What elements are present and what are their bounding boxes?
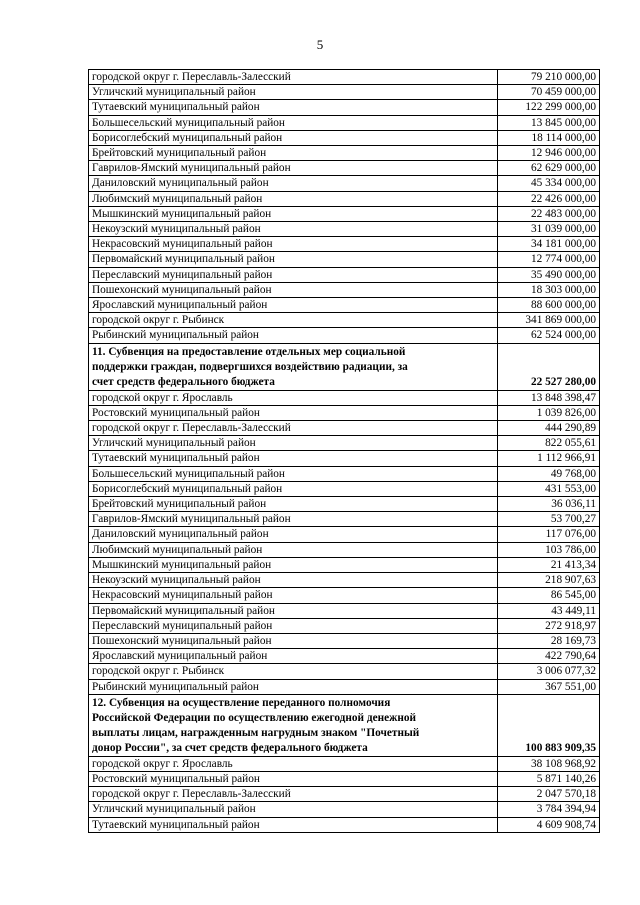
amount-value: 422 790,64 <box>498 649 600 664</box>
amount-value: 34 181 000,00 <box>498 237 600 252</box>
table-row <box>89 603 600 618</box>
municipality-name: Рыбинский муниципальный район <box>89 328 498 343</box>
municipality-name: Гаврилов-Ямский муниципальный район <box>89 161 498 176</box>
municipality-name: Большесельский муниципальный район <box>89 115 498 130</box>
table-row <box>89 649 600 664</box>
municipality-name: Некрасовский муниципальный район <box>89 588 498 603</box>
amount-value: 18 303 000,00 <box>498 282 600 297</box>
table-row <box>89 664 600 679</box>
section-title-line: выплаты лицам, награжденным нагрудным знаком "Почетный <box>92 726 420 739</box>
amount-value: 117 076,00 <box>498 527 600 542</box>
amount-value: 86 545,00 <box>498 588 600 603</box>
municipality-name: Тутаевский муниципальный район <box>89 817 498 832</box>
table-row <box>89 588 600 603</box>
amount-value: 822 055,61 <box>498 436 600 451</box>
municipality-name: городской округ г. Рыбинск <box>89 664 498 679</box>
table-row <box>89 298 600 313</box>
municipality-name: Ростовский муниципальный район <box>89 771 498 786</box>
municipality-name: Первомайский муниципальный район <box>89 603 498 618</box>
table-row <box>89 466 600 481</box>
table-row <box>89 70 600 85</box>
amount-value: 79 210 000,00 <box>498 70 600 85</box>
amount-value: 12 774 000,00 <box>498 252 600 267</box>
subsidy-table <box>88 69 600 833</box>
municipality-name: Мышкинский муниципальный район <box>89 206 498 221</box>
table-row <box>89 100 600 115</box>
table-row <box>89 405 600 420</box>
amount-value: 28 169,73 <box>498 633 600 648</box>
table-row <box>89 573 600 588</box>
amount-value: 2 047 570,18 <box>498 787 600 802</box>
amount-value: 1 112 966,91 <box>498 451 600 466</box>
section-title-line: поддержки граждан, подвергшихся воздействию радиации, за <box>92 360 408 373</box>
amount-value: 88 600 000,00 <box>498 298 600 313</box>
municipality-name: Любимский муниципальный район <box>89 542 498 557</box>
table-row <box>89 328 600 343</box>
table-row <box>89 542 600 557</box>
section-total: 22 527 280,00 <box>498 343 600 390</box>
amount-value: 31 039 000,00 <box>498 222 600 237</box>
table-row <box>89 633 600 648</box>
municipality-name: Пошехонский муниципальный район <box>89 633 498 648</box>
table-row <box>89 267 600 282</box>
amount-value: 22 426 000,00 <box>498 191 600 206</box>
municipality-name: Тутаевский муниципальный район <box>89 100 498 115</box>
amount-value: 38 108 968,92 <box>498 756 600 771</box>
municipality-name: Некоузский муниципальный район <box>89 573 498 588</box>
table-row <box>89 451 600 466</box>
municipality-name: городской округ г. Переславль-Залесский <box>89 421 498 436</box>
municipality-name: Угличский муниципальный район <box>89 802 498 817</box>
table-row <box>89 802 600 817</box>
municipality-name: Угличский муниципальный район <box>89 85 498 100</box>
amount-value: 218 907,63 <box>498 573 600 588</box>
municipality-name: Первомайский муниципальный район <box>89 252 498 267</box>
municipality-name: Ростовский муниципальный район <box>89 405 498 420</box>
table-row <box>89 222 600 237</box>
table-row <box>89 115 600 130</box>
table-row <box>89 282 600 297</box>
table-row <box>89 206 600 221</box>
municipality-name: городской округ г. Ярославль <box>89 390 498 405</box>
municipality-name: Гаврилов-Ямский муниципальный район <box>89 512 498 527</box>
table-row <box>89 85 600 100</box>
amount-value: 62 629 000,00 <box>498 161 600 176</box>
amount-value: 12 946 000,00 <box>498 146 600 161</box>
table-row <box>89 237 600 252</box>
table-row <box>89 436 600 451</box>
table-row <box>89 756 600 771</box>
amount-value: 3 006 077,32 <box>498 664 600 679</box>
amount-value: 1 039 826,00 <box>498 405 600 420</box>
section-header-row <box>89 343 600 390</box>
municipality-name: Рыбинский муниципальный район <box>89 679 498 694</box>
section-title-line: донор России", за счет средств федерального бюджета <box>92 741 368 754</box>
municipality-name: городской округ г. Ярославль <box>89 756 498 771</box>
municipality-name: Угличский муниципальный район <box>89 436 498 451</box>
amount-value: 367 551,00 <box>498 679 600 694</box>
table-row <box>89 512 600 527</box>
amount-value: 35 490 000,00 <box>498 267 600 282</box>
section-title-line: 12. Субвенция на осуществление переданного полномочия <box>92 696 391 709</box>
section-total: 100 883 909,35 <box>498 694 600 756</box>
amount-value: 36 036,11 <box>498 497 600 512</box>
page-number: 5 <box>316 37 324 52</box>
table-row <box>89 497 600 512</box>
amount-value: 62 524 000,00 <box>498 328 600 343</box>
municipality-name: городской округ г. Рыбинск <box>89 313 498 328</box>
municipality-name: Ярославский муниципальный район <box>89 298 498 313</box>
municipality-name: Переславский муниципальный район <box>89 267 498 282</box>
municipality-name: Переславский муниципальный район <box>89 618 498 633</box>
municipality-name: Даниловский муниципальный район <box>89 176 498 191</box>
municipality-name: Борисоглебский муниципальный район <box>89 481 498 496</box>
municipality-name: Мышкинский муниципальный район <box>89 557 498 572</box>
municipality-name: Даниловский муниципальный район <box>89 527 498 542</box>
amount-value: 21 413,34 <box>498 557 600 572</box>
table-row <box>89 146 600 161</box>
amount-value: 49 768,00 <box>498 466 600 481</box>
table-row <box>89 771 600 786</box>
amount-value: 13 845 000,00 <box>498 115 600 130</box>
table-row <box>89 130 600 145</box>
municipality-name: городской округ г. Переславль-Залесский <box>89 787 498 802</box>
amount-value: 53 700,27 <box>498 512 600 527</box>
table-row <box>89 481 600 496</box>
municipality-name: Некрасовский муниципальный район <box>89 237 498 252</box>
municipality-name: Брейтовский муниципальный район <box>89 146 498 161</box>
municipality-name: Тутаевский муниципальный район <box>89 451 498 466</box>
amount-value: 43 449,11 <box>498 603 600 618</box>
amount-value: 103 786,00 <box>498 542 600 557</box>
amount-value: 431 553,00 <box>498 481 600 496</box>
municipality-name: Некоузский муниципальный район <box>89 222 498 237</box>
amount-value: 22 483 000,00 <box>498 206 600 221</box>
amount-value: 341 869 000,00 <box>498 313 600 328</box>
amount-value: 122 299 000,00 <box>498 100 600 115</box>
amount-value: 18 114 000,00 <box>498 130 600 145</box>
amount-value: 4 609 908,74 <box>498 817 600 832</box>
amount-value: 13 848 398,47 <box>498 390 600 405</box>
municipality-name: Любимский муниципальный район <box>89 191 498 206</box>
section-title-line: 11. Субвенция на предоставление отдельных мер социальной <box>92 345 406 358</box>
municipality-name: Борисоглебский муниципальный район <box>89 130 498 145</box>
table-row <box>89 618 600 633</box>
section-title-line: Российской Федерации по осуществлению ежегодной денежной <box>92 711 416 724</box>
municipality-name: Ярославский муниципальный район <box>89 649 498 664</box>
section-header-row <box>89 694 600 756</box>
table-row <box>89 313 600 328</box>
amount-value: 272 918,97 <box>498 618 600 633</box>
section-title <box>89 694 498 756</box>
table-row <box>89 557 600 572</box>
amount-value: 3 784 394,94 <box>498 802 600 817</box>
table-row <box>89 527 600 542</box>
municipality-name: Пошехонский муниципальный район <box>89 282 498 297</box>
municipality-name: Большесельский муниципальный район <box>89 466 498 481</box>
amount-value: 5 871 140,26 <box>498 771 600 786</box>
table-row <box>89 191 600 206</box>
table-row <box>89 787 600 802</box>
table-row <box>89 252 600 267</box>
table-row <box>89 421 600 436</box>
section-title <box>89 343 498 390</box>
table-row <box>89 161 600 176</box>
amount-value: 70 459 000,00 <box>498 85 600 100</box>
amount-value: 444 290,89 <box>498 421 600 436</box>
table-row <box>89 817 600 832</box>
table-row <box>89 390 600 405</box>
municipality-name: Брейтовский муниципальный район <box>89 497 498 512</box>
section-title-line: счет средств федерального бюджета <box>92 375 275 388</box>
table-row <box>89 176 600 191</box>
municipality-name: городской округ г. Переславль-Залесский <box>89 70 498 85</box>
amount-value: 45 334 000,00 <box>498 176 600 191</box>
table-row <box>89 679 600 694</box>
